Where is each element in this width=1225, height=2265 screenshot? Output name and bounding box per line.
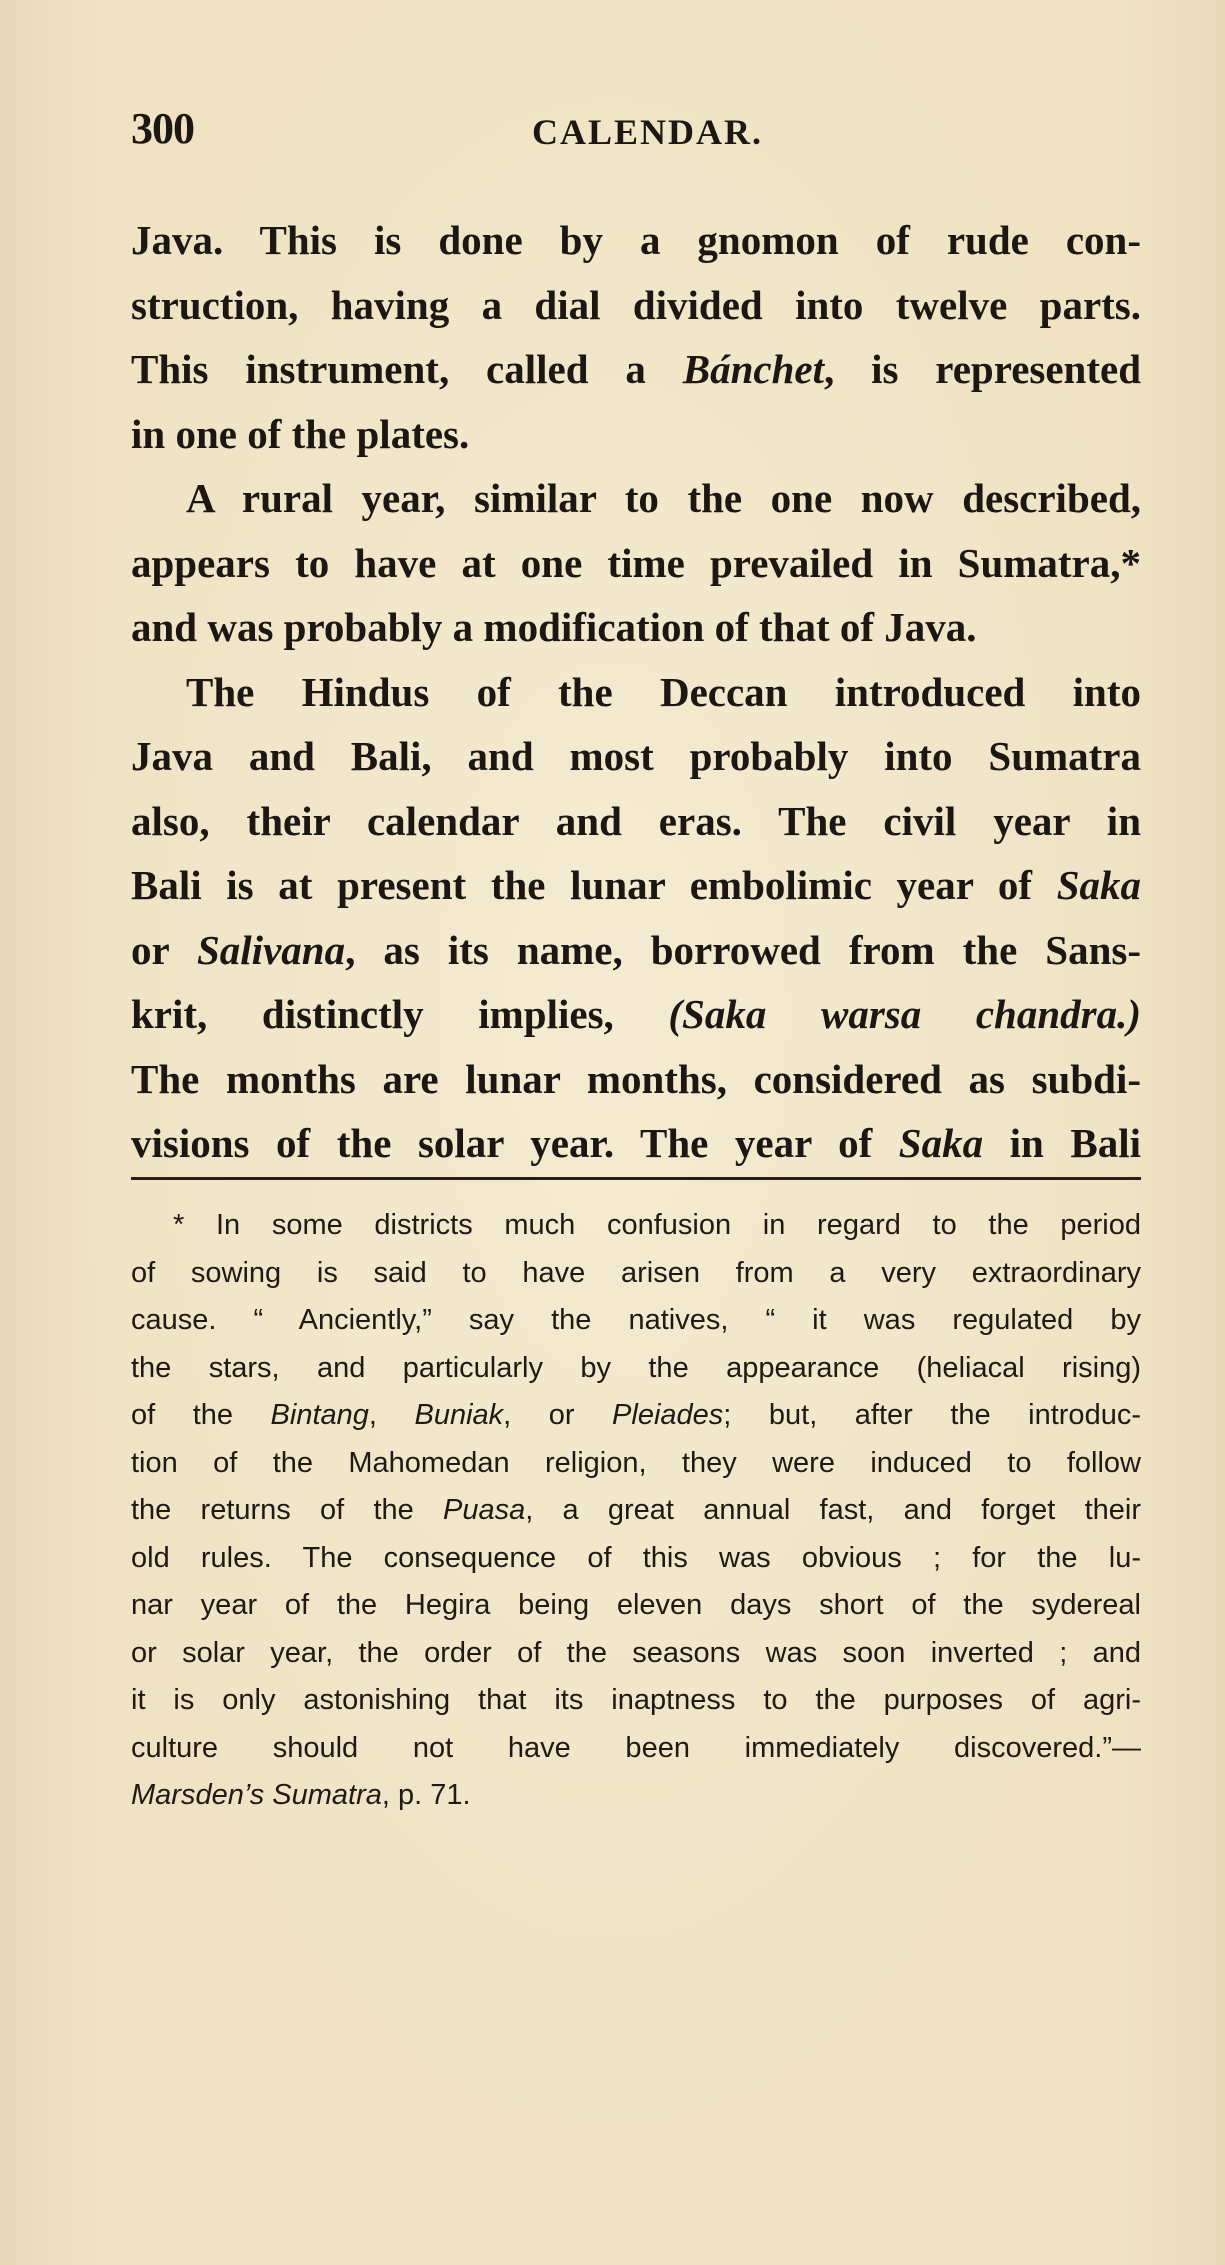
italic-term: Saka xyxy=(1056,862,1141,908)
footnote-line: nar year of the Hegira being eleven days short of the sydereal xyxy=(131,1589,1141,1621)
body-line: The months are lunar months, considered as subdi- xyxy=(131,1055,1141,1102)
footnote-line: * In some districts much confusion in regard to the period xyxy=(173,1209,1141,1241)
footnote-line: it is only astonishing that its inaptness to the purposes of agri- xyxy=(131,1684,1141,1716)
italic-term: Puasa xyxy=(443,1494,526,1526)
footnote-line: or solar year, the order of the seasons was soon inverted ; and xyxy=(131,1636,1141,1669)
page-number: 300 xyxy=(131,104,194,153)
footnote-line: of sowing is said to have arisen from a very extraordinary xyxy=(131,1256,1141,1289)
body-line: visions of the solar year. The year of Saka in Bali xyxy=(131,1120,1141,1166)
paragraph-start-line: A rural year, similar to the one now described, xyxy=(186,475,1141,521)
body-line: krit, distinctly implies, (Saka warsa chandra.) xyxy=(131,991,1141,1037)
body-line: Java and Bali, and most probably into Sumatra xyxy=(131,733,1141,779)
footnote-citation-line: Marsden’s Sumatra, p. 71. xyxy=(131,1779,471,1811)
italic-term: Buniak xyxy=(414,1399,504,1431)
footnote-line: culture should not have been immediately discovered.”— xyxy=(131,1731,1141,1764)
body-line: also, their calendar and eras. The civil year in xyxy=(131,797,1141,844)
body-line: and was probably a modification of that of Java. xyxy=(131,604,977,650)
footnote xyxy=(131,1202,1141,1820)
citation-title: Marsden’s Sumatra xyxy=(131,1779,382,1811)
footnote-line: the stars, and particularly by the appearance (heliacal rising) xyxy=(131,1351,1141,1384)
italic-term: (Saka warsa chandra.) xyxy=(668,991,1141,1037)
body-line: or Salivana, as its name, borrowed from the Sans- xyxy=(131,926,1141,973)
body-line: in one of the plates. xyxy=(131,410,470,457)
footnote-line: cause. “ Anciently,” say the natives, “ it was regulated by xyxy=(131,1304,1141,1336)
page-header xyxy=(131,103,1031,163)
body-line: Bali is at present the lunar embolimic year of Saka xyxy=(131,862,1141,908)
italic-term: Saka xyxy=(898,1120,984,1166)
footnote-line: the returns of the Puasa, a great annual fast, and forget their xyxy=(131,1494,1141,1526)
body-line: appears to have at one time prevailed in Sumatra,* xyxy=(131,539,1141,586)
footnote-divider xyxy=(131,1177,1141,1180)
running-head: CALENDAR. xyxy=(532,112,764,152)
footnote-line: old rules. The consequence of this was obvious ; for the lu- xyxy=(131,1541,1141,1574)
italic-term: Bánchet xyxy=(682,346,824,392)
body-line: Java. This is done by a gnomon of rude con- xyxy=(131,217,1141,263)
footnote-line: of the Bintang, Buniak, or Pleiades; but, after the introduc- xyxy=(131,1399,1141,1431)
paragraph-start-line: The Hindus of the Deccan introduced into xyxy=(186,668,1141,715)
body-line: This instrument, called a Bánchet, is represented xyxy=(131,346,1141,392)
footnote-line: tion of the Mahomedan religion, they were induced to follow xyxy=(131,1446,1141,1479)
main-body-text xyxy=(131,208,1141,1176)
italic-term: Bintang xyxy=(270,1399,369,1431)
italic-term: Salivana xyxy=(196,926,346,973)
italic-term: Pleiades xyxy=(612,1399,724,1431)
body-line: struction, having a dial divided into twelve parts. xyxy=(131,281,1141,328)
